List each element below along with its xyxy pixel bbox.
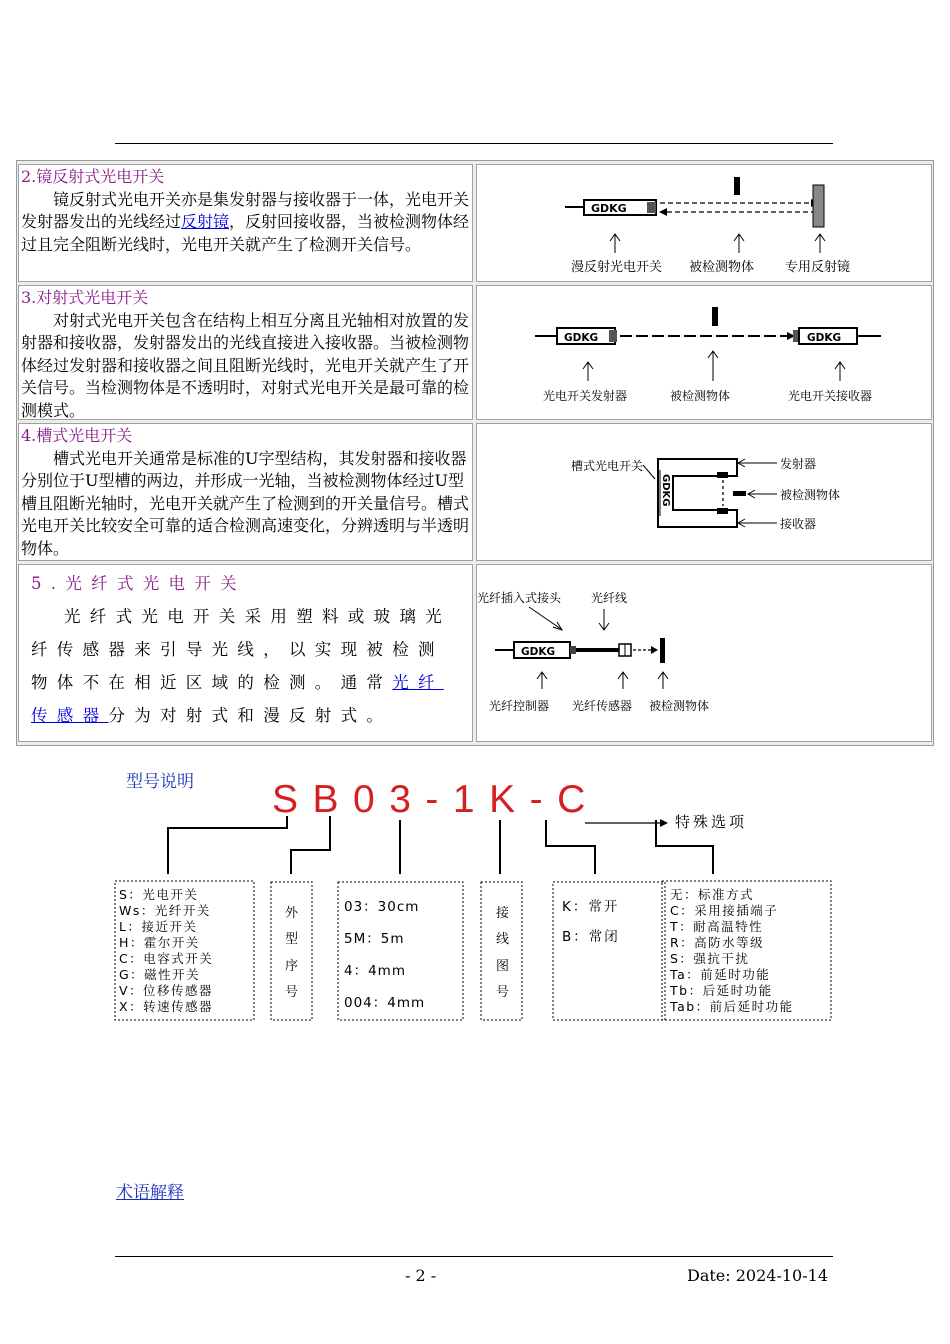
svg-text:03：30cm: 03：30cm xyxy=(344,899,420,915)
label-slot-receiver: 接收器 xyxy=(780,517,817,531)
through-beam-text-cell xyxy=(18,285,473,420)
fiber-text-cell xyxy=(18,564,473,742)
page-number: - 2 - xyxy=(405,1266,437,1285)
label-fiber-connector: 光纤插入式接头 xyxy=(477,591,562,605)
label-fiber-controller: 光纤控制器 xyxy=(489,699,550,713)
fiber-diagram xyxy=(477,565,932,742)
svg-text:外: 外 xyxy=(285,906,299,921)
slot-object-icon xyxy=(733,491,746,496)
svg-text:Ta：前延时功能: Ta：前延时功能 xyxy=(670,967,771,982)
slot-device-label: GDKG xyxy=(660,474,671,507)
through-beam-paragraph: 对射式光电开关包含在结构上相互分离且光轴相对放置的发射器和接收器，发射器发出的光线直接进入接收器。当被检测物体经过发射器和接收器之间且阻断光线时，光电开关就产生了开关信号。当检测物体是不透明时，对射式光电开关是最可靠的检测模式。 xyxy=(21,310,470,420)
receiver-label: GDKG xyxy=(807,332,842,344)
svg-text:型: 型 xyxy=(285,932,299,947)
svg-text:L：接近开关: L：接近开关 xyxy=(119,919,198,934)
svg-text:序: 序 xyxy=(285,959,299,974)
through-beam-figure-cell xyxy=(476,285,932,420)
label-receiver: 光电开关接收器 xyxy=(788,389,873,403)
svg-text:V：位移传感器: V：位移传感器 xyxy=(119,983,214,998)
svg-text:X：转速传感器: X：转速传感器 xyxy=(119,999,214,1014)
mirror-reflective-diagram xyxy=(477,165,932,282)
footer-rule xyxy=(115,1256,833,1257)
fiber-figure-cell xyxy=(476,564,932,742)
output-mode-list xyxy=(562,898,620,945)
label-slot-emitter: 发射器 xyxy=(780,457,817,471)
fiber-object-icon xyxy=(660,638,665,663)
detected-object-icon xyxy=(734,177,740,195)
slot-type-diagram xyxy=(477,424,932,561)
footer-date: Date: 2024-10-14 xyxy=(687,1266,828,1285)
label-through-object: 被检测物体 xyxy=(670,389,731,403)
distance-list xyxy=(344,899,425,1011)
slot-type-title: 4.槽式光电开关 xyxy=(21,426,133,445)
reflector-link[interactable]: 反射镜 xyxy=(181,212,230,231)
model-code: SB03-1K-C xyxy=(272,778,600,821)
label-reflector: 专用反射镜 xyxy=(785,260,851,275)
type-code-list xyxy=(119,887,213,1014)
shape-serial-list xyxy=(285,906,299,1000)
label-emitter: 光电开关发射器 xyxy=(543,389,628,403)
svg-text:接: 接 xyxy=(496,906,510,921)
label-diffuse-switch: 漫反射光电开关 xyxy=(571,260,663,275)
model-heading-link[interactable]: 型号说明 xyxy=(126,772,194,792)
header-rule xyxy=(115,143,833,144)
svg-text:C：电容式开关: C：电容式开关 xyxy=(119,951,214,966)
svg-text:S：强抗干扰: S：强抗干扰 xyxy=(670,951,750,966)
svg-text:Tab：前后延时功能: Tab：前后延时功能 xyxy=(670,999,794,1014)
mirror-reflective-paragraph: 镜反射式光电开关亦是集发射器与接收器于一体，光电开关发射器发出的光线经过反射镜，反射回接收器，当被检测物体经过且完全阻断光线时，光电开关就产生了检测开关信号。 xyxy=(21,189,470,254)
svg-text:Tb：后延时功能: Tb：后延时功能 xyxy=(670,983,773,998)
reflector-icon xyxy=(813,185,824,227)
emitter-label: GDKG xyxy=(564,332,599,344)
fiber-sensor-label: GDKG xyxy=(521,646,556,658)
slot-switch-title: 槽式光电开关 xyxy=(571,459,644,473)
svg-text:4：4mm: 4：4mm xyxy=(344,963,406,979)
svg-text:G：磁性开关: G：磁性开关 xyxy=(119,967,201,982)
svg-text:无：标准方式: 无：标准方式 xyxy=(670,887,755,902)
through-object-icon xyxy=(712,307,718,326)
through-beam-diagram xyxy=(477,286,932,420)
fiber-title: 5.光纤式光电开关 xyxy=(31,574,246,593)
sensor-types-table xyxy=(16,160,934,746)
svg-text:R：高防水等级: R：高防水等级 xyxy=(670,935,765,950)
through-beam-title: 3.对射式光电开关 xyxy=(21,288,149,307)
wiring-list xyxy=(496,905,509,1000)
special-options-list xyxy=(669,887,794,1014)
mirror-reflective-text-cell xyxy=(18,164,473,282)
svg-text:004：4mm: 004：4mm xyxy=(344,995,426,1011)
mirror-reflective-title: 2.镜反射式光电开关 xyxy=(21,167,165,186)
fiber-block xyxy=(19,565,472,732)
svg-text:C：采用接插端子: C：采用接插端子 xyxy=(670,903,779,918)
svg-text:H：霍尔开关: H：霍尔开关 xyxy=(119,935,200,950)
svg-text:K：常开: K：常开 xyxy=(562,899,620,915)
label-detected-object: 被检测物体 xyxy=(689,260,755,275)
slot-type-paragraph: 槽式光电开关通常是标准的U字型结构，其发射器和接收器分别位于U型槽的两边，并形成一光轴，当被检测物体经过U型槽且阻断光轴时，光电开关就产生了检测到的开关量信号。槽式光电开关比较安全可靠的适合检测高速变化，分辨透明与半透明物体。 xyxy=(21,448,470,558)
mirror-reflective-figure-cell xyxy=(476,164,932,282)
label-slot-object: 被检测物体 xyxy=(780,488,841,502)
glossary-link[interactable]: 术语解释 xyxy=(116,1183,184,1203)
svg-text:线: 线 xyxy=(496,932,510,947)
svg-text:T：耐高温特性: T：耐高温特性 xyxy=(670,919,764,934)
label-fiber-object: 被检测物体 xyxy=(649,699,710,713)
model-code-diagram xyxy=(110,778,850,1033)
label-fiber-sensor: 光纤传感器 xyxy=(572,699,633,713)
slot-type-text-cell xyxy=(18,423,473,561)
special-options-label: 特殊选项 xyxy=(675,813,748,831)
svg-text:Ws：光纤开关: Ws：光纤开关 xyxy=(119,903,211,918)
fiber-paragraph: 光纤式光电开关采用塑料或玻璃光纤传感器来引导光线，以实现被检测物体不在相近区域的检测。通常光纤传感器分为对射式和漫反射式。 xyxy=(31,607,451,725)
slot-type-figure-cell xyxy=(476,423,932,561)
svg-text:号: 号 xyxy=(496,985,510,1000)
svg-text:B：常闭: B：常闭 xyxy=(562,929,620,945)
svg-text:图: 图 xyxy=(496,959,510,974)
mirror-sensor-label: GDKG xyxy=(591,202,627,215)
label-fiber-cable: 光纤线 xyxy=(591,591,628,605)
fiber-sensor-link[interactable]: 光纤传感器 xyxy=(31,673,444,725)
svg-text:S：光电开关: S：光电开关 xyxy=(119,887,199,902)
svg-text:号: 号 xyxy=(285,985,299,1000)
svg-text:5M：5m: 5M：5m xyxy=(344,931,405,947)
